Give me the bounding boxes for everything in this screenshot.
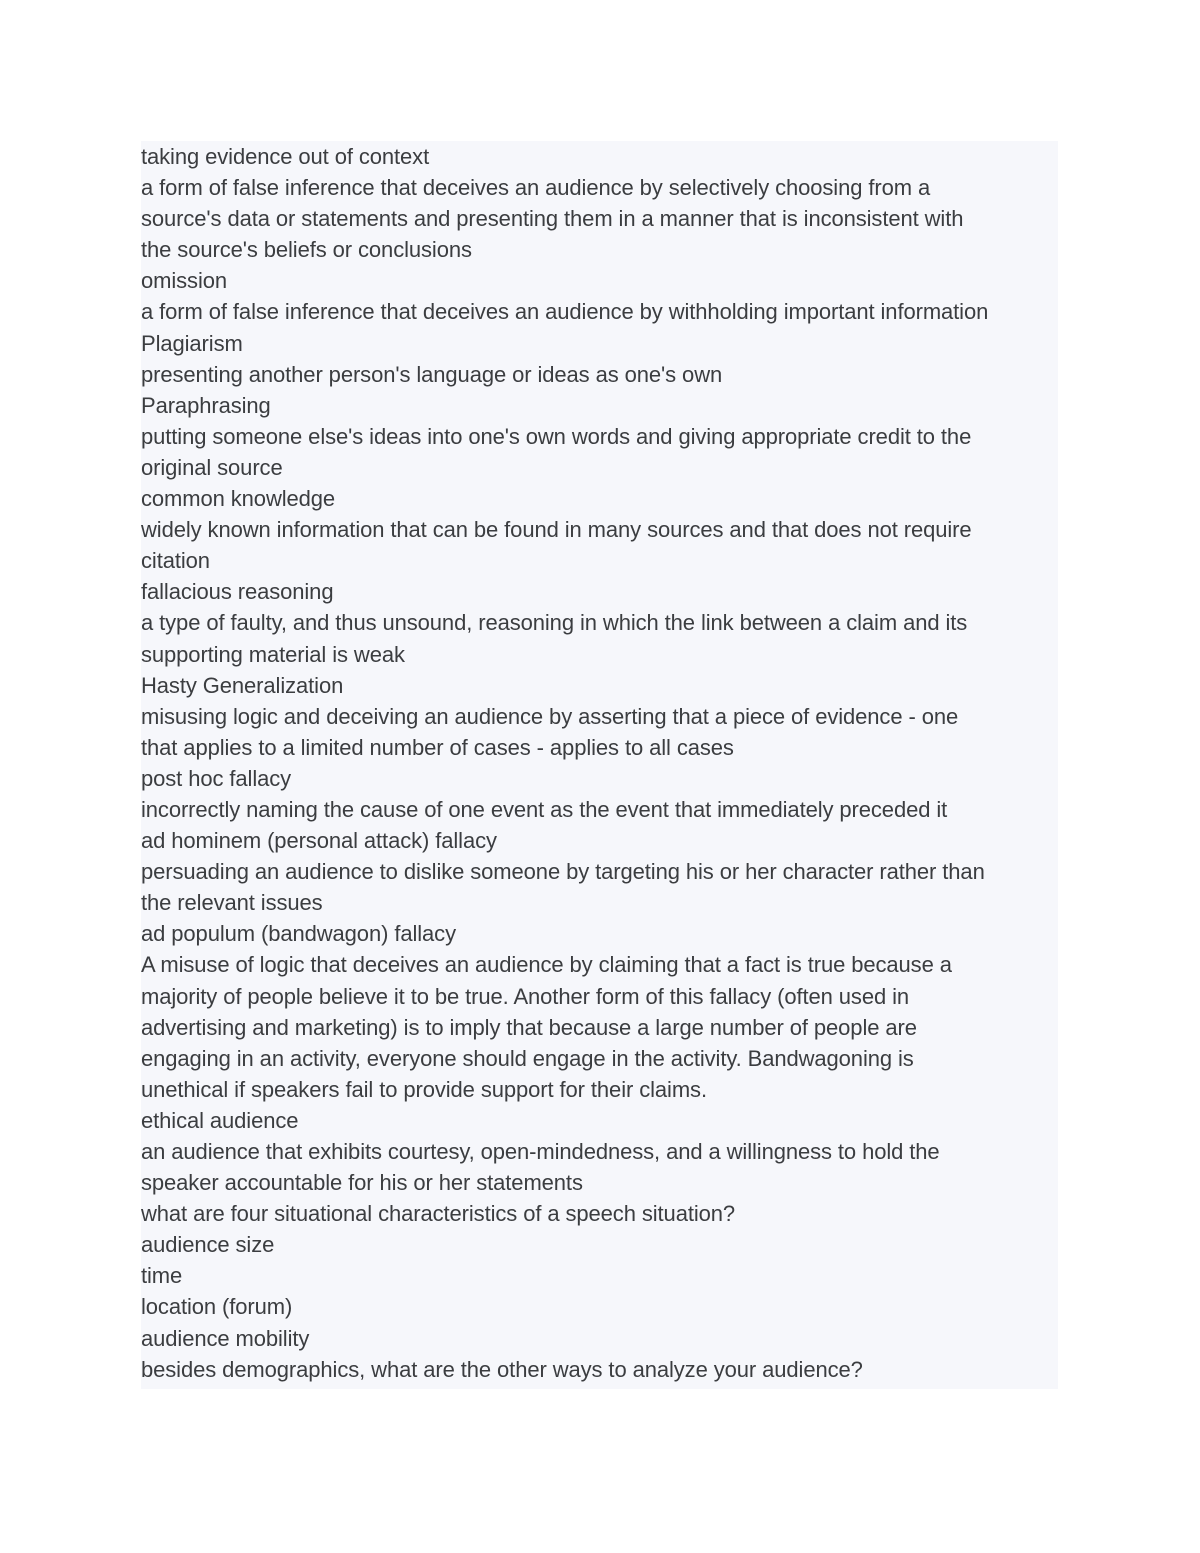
text-line: audience mobility — [141, 1325, 310, 1351]
text-line: supporting material is weak — [141, 641, 405, 667]
text-line: ad hominem (personal attack) fallacy — [141, 828, 497, 854]
text-line: fallacious reasoning — [141, 579, 334, 605]
text-line: engaging in an activity, everyone should engage in the activity. Bandwagoning is — [141, 1045, 914, 1071]
text-line: the relevant issues — [141, 890, 323, 916]
text-line: original source — [141, 454, 283, 480]
text-line: location (forum) — [141, 1294, 293, 1320]
text-line: citation — [141, 548, 210, 574]
text-line: a form of false inference that deceives an audience by selectively choosing from a — [141, 175, 931, 201]
text-line: a type of faulty, and thus unsound, reasoning in which the link between a claim and its — [141, 610, 968, 636]
text-line: Plagiarism — [141, 330, 243, 356]
text-line: A misuse of logic that deceives an audience by claiming that a fact is true because a — [141, 952, 952, 978]
text-line: the source's beliefs or conclusions — [141, 237, 472, 263]
text-line: presenting another person's language or ideas as one's own — [141, 361, 723, 387]
text-line: ethical audience — [141, 1107, 299, 1133]
text-line: Hasty Generalization — [141, 672, 344, 698]
text-line: unethical if speakers fail to provide support for their claims. — [141, 1076, 707, 1102]
text-line: time — [141, 1263, 183, 1289]
text-line: incorrectly naming the cause of one event as the event that immediately preceded it — [141, 796, 948, 822]
text-line: putting someone else's ideas into one's own words and giving appropriate credit to the — [141, 423, 972, 449]
text-line: source's data or statements and presenting them in a manner that is inconsistent with — [141, 206, 964, 232]
text-line: speaker accountable for his or her statements — [141, 1170, 583, 1196]
text-line: a form of false inference that deceives an audience by withholding important information — [141, 299, 989, 325]
text-line: misusing logic and deceiving an audience by asserting that a piece of evidence - one — [141, 703, 959, 729]
text-line: post hoc fallacy — [141, 765, 292, 791]
text-line: what are four situational characteristics of a speech situation? — [141, 1201, 736, 1227]
text-line: besides demographics, what are the other ways to analyze your audience? — [141, 1356, 863, 1382]
text-line: that applies to a limited number of cases - applies to all cases — [141, 734, 734, 760]
text-line: widely known information that can be found in many sources and that does not require — [141, 517, 972, 543]
text-line: taking evidence out of context — [141, 144, 430, 169]
text-line: an audience that exhibits courtesy, open-mindedness, and a willingness to hold the — [141, 1139, 940, 1164]
text-line: omission — [141, 268, 228, 294]
text-line: common knowledge — [141, 486, 336, 512]
text-line: ad populum (bandwagon) fallacy — [141, 921, 456, 947]
text-line: audience size — [141, 1232, 275, 1258]
text-line: Paraphrasing — [141, 392, 271, 418]
flashcard-text-block — [141, 141, 1058, 1389]
text-line: majority of people believe it to be true. Another form of this fallacy (often used in — [141, 983, 910, 1009]
text-line: advertising and marketing) is to imply that because a large number of people are — [141, 1014, 917, 1040]
text-line: persuading an audience to dislike someone by targeting his or her character rather than — [141, 859, 985, 885]
